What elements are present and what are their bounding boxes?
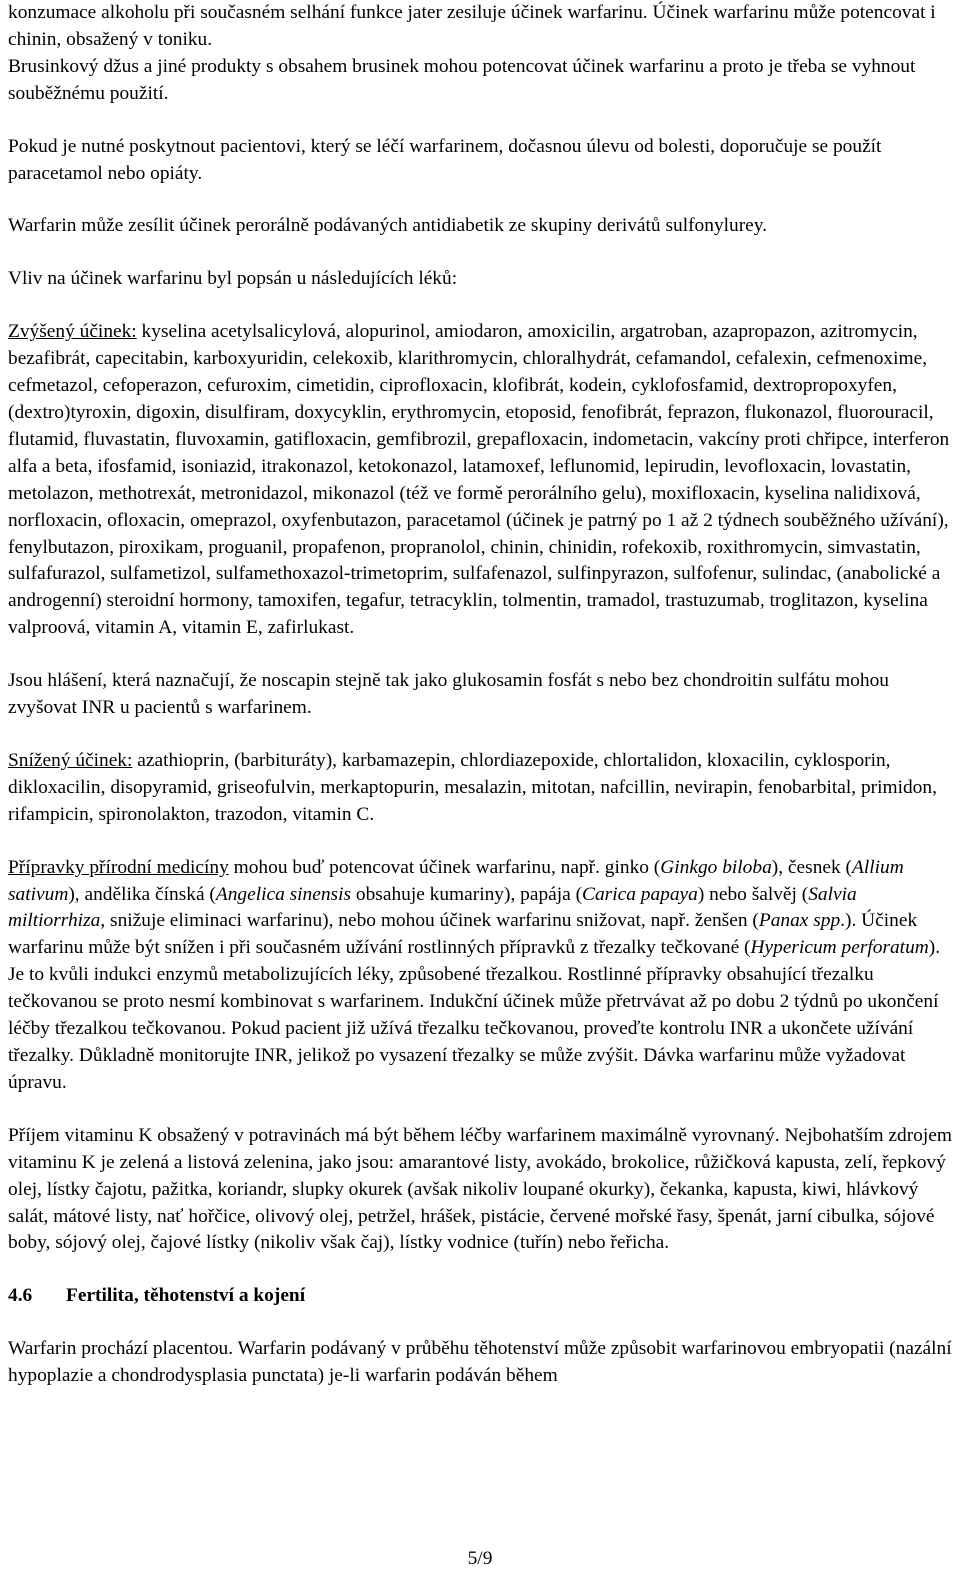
section-title: Fertilita, těhotenství a kojení — [66, 1285, 306, 1307]
paragraph-text: Warfarin prochází placentou. Warfarin podávaný v průběhu těhotenství může způsobit warfarinovou embryopatii (nazální hypoplazie a chondrodysplasia punctata) je-li warfarin podáván během — [8, 1338, 952, 1387]
section-number: 4.6 — [8, 1285, 33, 1307]
paragraph-placenta — [8, 1336, 952, 1390]
paragraph-herbal-medicine — [8, 855, 952, 1097]
paragraph-pain-relief — [8, 134, 952, 188]
paragraph-text: Brusinkový džus a jiné produkty s obsahem brusinek mohou potencovat účinek warfarinu a proto je třeba se vyhnout souběžnému použití. — [8, 55, 916, 104]
paragraph-text: Pokud je nutné poskytnout pacientovi, který se léčí warfarinem, dočasnou úlevu od bolesti, doporučuje se použít paracetamol nebo opiáty. — [8, 135, 882, 184]
paragraph-decreased-effect — [8, 748, 952, 829]
herbal-text: obsahuje kumariny), papája ( — [351, 883, 583, 905]
herbal-text: ), česnek ( — [771, 856, 852, 878]
latin-name: Ginkgo biloba — [660, 856, 772, 878]
latin-name: Salvia miltiorrhiza — [8, 883, 857, 932]
paragraph-vitamin-k — [8, 1123, 952, 1258]
paragraph-text: Jsou hlášení, která naznačují, že noscapin stejně tak jako glukosamin fosfát s nebo bez chondroitin sulfátu mohou zvyšovat INR u pacientů s warfarinem. — [8, 670, 889, 719]
document-page — [8, 0, 952, 1416]
herbal-text: mohou buď potencovat účinek warfarinu, např. ginko ( — [228, 856, 661, 878]
paragraph-text: Warfarin může zesílit účinek perorálně podávaných antidiabetik ze skupiny derivátů sulfonylurey. — [8, 215, 768, 237]
latin-name: Angelica sinensis — [215, 883, 352, 905]
herbal-text: , snižuje eliminaci warfarinu), nebo mohou účinek warfarinu snižovat, např. ženšen ( — [100, 910, 759, 932]
decreased-effect-list: azathioprin, (barbituráty), karbamazepin, chlordiazepoxide, chlortalidon, kloxacilin, cyklosporin, dikloxacilin, disopyramid, griseofulvin, merkaptopurin, mesalazin, mitotan, nafcillin, nevirapin, fenobarbital, primidon, rifampicin, spironolakton, trazodon, vitamin C. — [8, 749, 937, 825]
latin-name: Carica papaya — [582, 883, 698, 905]
herbal-text: ). Je to kvůli indukci enzymů metabolizujících léky, způsobené třezalkou. Rostlinné přípravky obsahující třezalku tečkovanou se proto nesmí kombinovat s warfarinem. Indukční účinek může přetrvávat až po dobu 2 týdnů po ukončení léčby třezalkou tečkovanou. Pokud pacient již užívá třezalku tečkovanou, proveďte kontrolu INR a ukončete užívání třezalky. Důkladně monitorujte INR, jelikož po vysazení třezalky se může zvýšit. Dávka warfarinu může vyžadovat úpravu. — [8, 937, 941, 1093]
paragraph-increased-effect — [8, 319, 952, 642]
paragraph-alcohol-tonic — [8, 0, 952, 54]
paragraph-text: Vliv na účinek warfarinu byl popsán u následujících léků: — [8, 268, 458, 290]
decreased-effect-label: Snížený účinek: — [8, 749, 133, 771]
latin-name: Hypericum perforatum — [750, 937, 929, 959]
paragraph-interactions-intro — [8, 266, 952, 293]
paragraph-cranberry — [8, 54, 952, 108]
herbal-text: ), andělika čínská ( — [68, 883, 216, 905]
increased-effect-label: Zvýšený účinek: — [8, 321, 137, 343]
latin-name: Panax spp — [758, 910, 841, 932]
paragraph-text: Příjem vitaminu K obsažený v potravinách má být během léčby warfarinem maximálně vyrovnaný. Nejbohatším zdrojem vitaminu K je zelená a listová zelenina, jako jsou: amarantové listy, avokádo, brokolice, růžičková kapusta, zelí, řepkový olej, lístky čajotu, pažitka, koriandr, slupky okurek (avšak nikoliv loupané okurky), čekanka, kapusta, kiwi, hlávkový salát, mátové listy, nať hořčice, olivový olej, petržel, hrášek, pistácie, červené mořské řasy, špenát, jarní cibulka, sójové boby, sójový olej, čajové lístky (nikoliv však čaj), lístky vodnice (tuřín) nebo řeřicha. — [8, 1124, 952, 1254]
paragraph-noscapin — [8, 668, 952, 722]
herbal-text: ) nebo šalvěj ( — [697, 883, 809, 905]
paragraph-text: konzumace alkoholu při současném selhání funkce jater zesiluje účinek warfarinu. Účinek warfarinu může potencovat i chinin, obsažený v toniku. — [8, 2, 936, 50]
increased-effect-list: kyselina acetylsalicylová, alopurinol, amiodaron, amoxicilin, argatroban, azapropazon, azitromycin, bezafibrát, capecitabin, karboxyuridin, celekoxib, klarithromycin, chloralhydrát, cefamandol, cefalexin, cefmenoxime, cefmetazol, cefoperazon, cefuroxim, cimetidin, ciprofloxacin, klofibrát, kodein, cyklofosfamid, dextropropoxyfen, (dextro)tyroxin, digoxin, disulfiram, doxycyklin, erythromycin, etoposid, fenofibrát, feprazon, flukonazol, fluorouracil, flutamid, fluvastatin, fluvoxamin, gatifloxacin, gemfibrozil, grepafloxacin, indometacin, vakcíny proti chřipce, interferon alfa a beta, ifosfamid, isoniazid, itrakonazol, ketokonazol, latamoxef, leflunomid, lepirudin, levofloxacin, lovastatin, metolazon, methotrexát, metronidazol, mikonazol (též ve formě perorálního gelu), moxifloxacin, kyselina nalidixová, norfloxacin, ofloxacin, omeprazol, oxyfenbutazon, paracetamol (účinek je patrný po 1 až 2 týdnech souběžného užívání), fenylbutazon, piroxikam, proguanil, propafenon, propranolol, chinin, chinidin, rofekoxib, roxithromycin, simvastatin, sulfafurazol, sulfametizol, sulfamethoxazol-trimetoprim, sulfafenazol, sulfinpyrazon, sulfofenur, sulindac, (anabolické a androgenní) steroidní hormony, tamoxifen, tegafur, tetracyklin, tolmentin, tramadol, trastuzumab, troglitazon, kyselina valproová, vitamin A, vitamin E, zafirlukast. — [8, 321, 950, 639]
section-heading — [8, 1283, 952, 1310]
latin-name: Allium sativum — [8, 856, 904, 905]
herbal-text: .). Účinek warfarinu může být snížen i při současném užívání rostlinných přípravků z třezalky tečkované ( — [8, 910, 918, 959]
paragraph-antidiabetics — [8, 213, 952, 240]
page-number: 5/9 — [467, 1548, 493, 1569]
herbal-medicine-label: Přípravky přírodní medicíny — [8, 856, 229, 878]
